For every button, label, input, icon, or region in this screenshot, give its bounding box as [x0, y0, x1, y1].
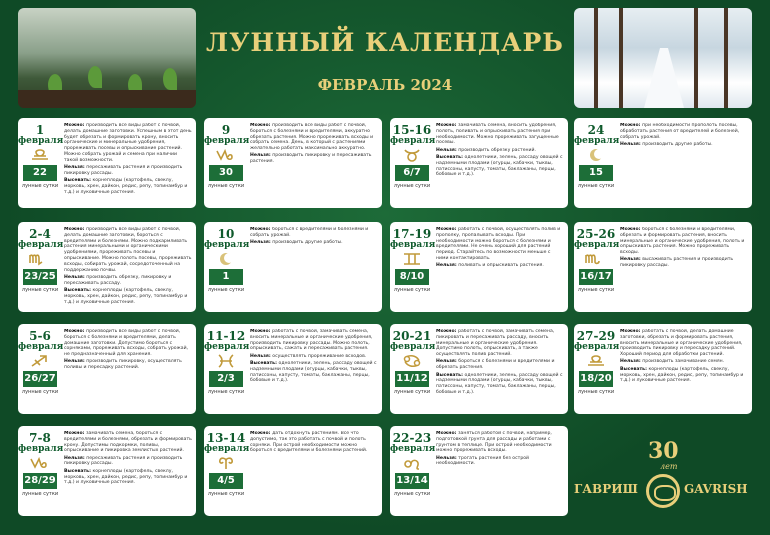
card-date: 24 — [587, 123, 605, 137]
recommendation-key: Можно: — [64, 123, 87, 128]
recommendation-text: пересаживать растения и производить пикировку рассады. — [64, 455, 183, 467]
card-description — [250, 227, 378, 309]
libra-sign-icon — [28, 148, 52, 162]
day-card — [18, 118, 196, 208]
recommendation-key: Нельзя: — [64, 165, 87, 171]
card-month: февраля — [18, 342, 64, 352]
card-month: февраля — [18, 136, 64, 146]
day-card — [390, 426, 568, 516]
card-date: 15-16 — [392, 123, 432, 137]
day-card-header — [204, 118, 248, 208]
recommendation-row — [436, 155, 564, 178]
recommendation-text: корнеплоды (картофель, свеклу, морковь, хрен, дайкон, редис, репу, топинамбур и т.д.) и луковичные растения. — [620, 366, 744, 384]
lunar-day-badge: 22 — [23, 165, 57, 181]
recommendation-key: Нельзя: — [250, 353, 273, 359]
lunar-day-label: лунные сутки — [577, 389, 615, 395]
recommendation-text: поливать и опрыскивать растения. — [458, 263, 544, 269]
card-description — [64, 227, 192, 309]
day-card — [390, 324, 568, 414]
page-subtitle: ФЕВРАЛЬ 2024 — [317, 76, 453, 94]
cancer-sign-icon — [400, 354, 424, 368]
recommendation-key: Можно: — [436, 431, 459, 436]
recommendation-key: Можно: — [620, 227, 643, 232]
scorpio-sign-icon — [28, 252, 52, 266]
recommendation-row — [64, 431, 192, 454]
card-description — [620, 123, 748, 205]
recommendation-key: Можно: — [436, 123, 459, 128]
recommendation-text: дать отдохнуть растениям. Все что допустимо, так это работать с почвой и полоть сорняки. При острой необходимости можно бороться с вредителями и болезнями растений. — [250, 431, 368, 454]
card-month: февраля — [574, 136, 620, 146]
recommendation-key: Можно: — [620, 123, 643, 128]
recommendation-text: производить другие работы. — [642, 141, 713, 147]
recommendation-text: осуществлять прореживание всходов. — [272, 353, 367, 359]
day-card-header — [18, 118, 62, 208]
recommendation-text: производить другие работы. — [272, 240, 343, 246]
day-card — [18, 324, 196, 414]
recommendation-row — [436, 263, 564, 269]
card-description — [250, 431, 378, 513]
lunar-day-label: лунные сутки — [21, 287, 59, 293]
recommendation-row — [620, 227, 748, 256]
card-month: февраля — [390, 136, 436, 146]
recommendation-key: Можно: — [64, 329, 87, 334]
page-title: ЛУННЫЙ КАЛЕНДАРЬ — [206, 28, 564, 57]
logo-name-ru: ГАВРИШ — [574, 482, 638, 496]
recommendation-text: работать с почвой, замачивать семена, пикировать и пересаживать рассаду, вносить минеральные и органические удобрения. Допустимо полоть, опрыскивать, а также осуществлять полив растений. — [436, 329, 555, 358]
recommendation-text: бороться с болезнями и вредителями и обрезать растения. — [436, 359, 555, 371]
recommendation-text: однолетники, зелень, рассаду овощей с надземными плодами (огурцы, кабачки, тыквы, патиссоны, капусту, томаты, баклажаны, перцы, бобовые и т.д.). — [436, 372, 563, 395]
card-description — [64, 123, 192, 205]
recommendation-text: заняться работой с почвой, например, подготовкой грунта для рассады и работами с грунтом в теплице. При острой необходимости можно прореживать всходы. — [436, 431, 552, 454]
lunar-day-label: лунные сутки — [207, 389, 245, 395]
card-date: 2-4 — [29, 227, 51, 241]
recommendation-row — [436, 373, 564, 396]
lunar-day-badge: 30 — [209, 165, 243, 181]
day-card-header — [204, 426, 248, 516]
recommendation-text: бороться с болезнями и вредителями, обрезать и формировать растения, вносить минеральные и органические удобрения, полоть и опрыскивать растения. Можно прореживать всходы. — [620, 227, 745, 256]
recommendation-text: работать с почвой, замачивать семена, вносить минеральные и органические удобрения, производить пикировку рассады. Можно полоть, опрыскивать, сажать и пересаживать растения. — [250, 329, 373, 352]
pisces-sign-icon — [214, 354, 238, 368]
recommendation-key: Нельзя: — [620, 141, 643, 147]
day-card — [18, 426, 196, 516]
recommendation-row — [436, 431, 564, 454]
recommendation-row — [250, 153, 378, 165]
day-card-header — [18, 222, 62, 312]
recommendation-text: однолетники, зелень, рассаду овощей с надземными плодами (огурцы, кабачки, тыквы, патиссоны, капусту, томаты, баклажаны, перцы, бобовые и т.д.). — [250, 360, 377, 384]
recommendation-key: Нельзя: — [250, 153, 273, 159]
lunar-day-badge: 23/25 — [23, 269, 57, 285]
card-description — [436, 123, 564, 205]
recommendation-key: Высевать: — [620, 366, 649, 372]
day-card-header — [204, 222, 248, 312]
day-card — [204, 324, 382, 414]
recommendation-text: корнеплоды (картофель, свеклу, морковь, хрен, дайкон, редис, репу, топинамбур и т.д.) и луковичные растения. — [64, 287, 188, 305]
card-month: февраля — [574, 240, 620, 250]
day-card — [204, 222, 382, 312]
recommendation-key: Высевать: — [64, 468, 93, 474]
recommendation-row — [250, 329, 378, 352]
recommendation-row — [250, 354, 378, 360]
recommendation-row — [620, 257, 748, 269]
recommendation-key: Можно: — [250, 227, 273, 232]
day-card-header — [390, 324, 434, 414]
recommendation-text: корнеплоды (картофель, свеклу, морковь, хрен, дайкон, редис, репу, топинамбур и т.д.) и луковичные растения. — [64, 468, 188, 486]
recommendation-text: корнеплоды (картофель, свеклу, морковь, хрен, дайкон, редис, репу, топинамбур и т.д.) и луковичные растения. — [64, 178, 188, 195]
day-card-header — [574, 222, 618, 312]
recommendation-row — [620, 329, 748, 358]
day-card-header — [18, 426, 62, 516]
recommendation-row — [64, 288, 192, 305]
recommendation-row — [436, 148, 564, 154]
card-date: 22-23 — [392, 431, 432, 445]
day-card-header — [390, 222, 434, 312]
card-date: 7-8 — [29, 431, 51, 445]
logo-age: 30 — [648, 438, 679, 464]
recommendation-key: Можно: — [64, 431, 87, 436]
lunar-day-badge: 28/29 — [23, 473, 57, 489]
recommendation-text: производить все виды работ с почвой, делать домашние заготовки, бороться с вредителями и болезнями. Можно подкармливать растения минеральными и органическими удобрениями, прореживать посевы и опрыскивание. Можно полоть посевы, прореживать всходы, собирать урожай, сосредоточенный на поддержанию почвы. — [64, 227, 192, 273]
recommendation-text: трогать растения без острой необходимости. — [436, 455, 530, 467]
recommendation-key: Нельзя: — [64, 274, 87, 280]
recommendation-text: замачивать семена, бороться с вредителями и болезнями, обрезать и формировать крону. Допустимы подкормки, поливы, опрыскивание и пикировка землистых растений. — [64, 431, 192, 454]
card-description — [250, 123, 378, 205]
day-card-header — [18, 324, 62, 414]
recommendation-text: высаживать растения и производить пикировку рассады. — [620, 257, 734, 269]
lunar-day-label: лунные сутки — [21, 389, 59, 395]
recommendation-row — [250, 227, 378, 239]
recommendation-text: производить обрезку, пикировку и пересаживать рассаду. — [64, 274, 172, 286]
day-card — [390, 118, 568, 208]
card-date: 20-21 — [392, 329, 432, 343]
recommendation-row — [436, 456, 564, 468]
card-date: 25-26 — [576, 227, 616, 241]
card-date: 11-12 — [206, 329, 246, 343]
card-month: февраля — [390, 444, 436, 454]
card-date: 17-19 — [392, 227, 432, 241]
recommendation-key: Нельзя: — [620, 257, 643, 263]
lunar-day-label: лунные сутки — [207, 183, 245, 189]
recommendation-key: Высевать: — [64, 287, 93, 293]
leo-sign-icon — [400, 456, 424, 470]
recommendation-row — [620, 142, 748, 148]
day-card-header — [574, 118, 618, 208]
day-card — [574, 222, 752, 312]
card-date: 10 — [217, 227, 235, 241]
card-date: 9 — [221, 123, 231, 137]
day-card — [204, 118, 382, 208]
card-month: февраля — [204, 444, 250, 454]
recommendation-key: Можно: — [250, 431, 273, 436]
card-date: 27-29 — [576, 329, 616, 343]
capricorn-sign-icon — [214, 148, 238, 162]
lunar-day-label: лунные сутки — [577, 287, 615, 293]
lunar-day-label: лунные сутки — [577, 183, 615, 189]
recommendation-text: производить обрезку растений. — [458, 147, 536, 153]
recommendation-row — [64, 456, 192, 468]
recommendation-text: работать с почвой, осуществлять полив и прополку, пропалывать всходы. При необходимости можно бороться с болезнями и вредителями. Не очень хороший для растений период. Старайтесь по возможности меньше с ними контактировать. — [436, 227, 561, 261]
taurus-sign-icon — [400, 148, 424, 162]
card-description — [436, 431, 564, 513]
card-description — [620, 329, 748, 411]
recommendation-text: производить все виды работ с почвой, бороться с болезнями и вредителями, делать домашние заготовки. Допустимо бороться с сорняками, прореживать всходы, собрать урожай, не предназначенный для хранения. — [64, 329, 189, 358]
lunar-day-badge: 18/20 — [579, 371, 613, 387]
recommendation-key: Можно: — [250, 123, 273, 128]
recommendation-row — [250, 361, 378, 384]
recommendation-row — [250, 431, 378, 454]
lunar-day-label: лунные сутки — [393, 183, 431, 189]
card-month: февраля — [204, 342, 250, 352]
card-date: 13-14 — [206, 431, 246, 445]
card-description — [436, 329, 564, 411]
capricorn-sign-icon — [28, 456, 52, 470]
recommendation-key: Нельзя: — [436, 359, 459, 365]
card-month: февраля — [204, 136, 250, 146]
lunar-day-label: лунные сутки — [393, 389, 431, 395]
seedlings-photo — [18, 8, 196, 108]
libra-sign-icon — [584, 354, 608, 368]
lunar-day-label: лунные сутки — [393, 491, 431, 497]
recommendation-key: Можно: — [250, 329, 273, 334]
recommendation-row — [250, 123, 378, 152]
recommendation-key: Высевать: — [250, 360, 279, 366]
sagittarius-sign-icon — [28, 354, 52, 368]
logo-name-en: GAVRISH — [684, 482, 748, 496]
recommendation-text: замачивать семена, вносить удобрения, полоть, поливать и опрыскивать растения при необходимости. Можно прореживать загущенные посевы. — [436, 123, 559, 146]
recommendation-row — [64, 359, 192, 371]
lunar-day-label: лунные сутки — [21, 491, 59, 497]
lunar-day-badge: 13/14 — [395, 473, 429, 489]
recommendation-row — [64, 123, 192, 164]
card-description — [620, 227, 748, 309]
recommendation-row — [250, 240, 378, 246]
virgo-sign-icon — [584, 252, 608, 266]
card-month: февраля — [18, 444, 64, 454]
day-card-header — [390, 118, 434, 208]
aries-sign-icon — [214, 456, 238, 470]
card-month: февраля — [574, 342, 620, 352]
card-month: февраля — [390, 240, 436, 250]
card-month: февраля — [204, 240, 250, 250]
recommendation-key: Нельзя: — [64, 455, 87, 461]
recommendation-key: Нельзя: — [436, 147, 459, 153]
recommendation-row — [436, 227, 564, 262]
card-month: февраля — [18, 240, 64, 250]
card-date: 5-6 — [29, 329, 51, 343]
recommendation-text: производить пикировку, осуществлять поливы и пересадку растений. — [64, 359, 182, 371]
recommendation-text: бороться с вредителями и болезнями и собрать урожай. — [250, 227, 369, 238]
gavrish-logo — [574, 434, 752, 524]
logo-emblem-icon — [646, 474, 680, 508]
recommendation-text: производить пикировку и пересаживать растения. — [250, 153, 372, 165]
recommendation-text: при необходимости прополоть посевы, обработать растения от вредителей и болезней, собрать урожай. — [620, 123, 740, 140]
recommendation-key: Высевать: — [64, 178, 93, 184]
recommendation-key: Можно: — [436, 329, 459, 334]
moon-sign-icon — [214, 252, 238, 266]
recommendation-text: производить все виды работ с почвой, делать домашние заготовки. Успешным в этот день будет обрезать и формировать крону, вносить органические и минеральные удобрения, прореживать посевы и опрыскивание растений. Можно собрать урожай и семена при наличии такой возможности. — [64, 123, 192, 163]
day-card — [574, 118, 752, 208]
recommendation-text: пересаживать растения и производить пикировку рассады. — [64, 165, 183, 176]
recommendation-key: Можно: — [620, 329, 643, 334]
lunar-day-label: лунные сутки — [393, 287, 431, 293]
day-card — [204, 426, 382, 516]
card-description — [436, 227, 564, 309]
recommendation-row — [436, 123, 564, 146]
recommendation-text: однолетники, зелень, рассаду овощей с надземными плодами (огурцы, кабачки, тыквы, патиссоны, капусту, томаты, баклажаны, перцы, бобовые и т.д.). — [436, 154, 563, 178]
recommendation-row — [620, 123, 748, 140]
lunar-day-badge: 15 — [579, 165, 613, 181]
recommendation-key: Можно: — [64, 227, 87, 232]
lunar-day-label: лунные сутки — [207, 287, 245, 293]
lunar-day-badge: 16/17 — [579, 269, 613, 285]
recommendation-key: Нельзя: — [436, 455, 459, 461]
lunar-day-badge: 6/7 — [395, 165, 429, 181]
card-date: 1 — [35, 123, 45, 137]
day-card-header — [574, 324, 618, 414]
day-card-header — [204, 324, 248, 414]
card-description — [64, 329, 192, 411]
recommendation-key: Высевать: — [436, 372, 465, 378]
card-description — [250, 329, 378, 411]
day-card — [574, 324, 752, 414]
lunar-day-badge: 1 — [209, 269, 243, 285]
lunar-day-badge: 8/10 — [395, 269, 429, 285]
recommendation-row — [620, 359, 748, 365]
lunar-day-badge: 11/12 — [395, 371, 429, 387]
recommendation-key: Нельзя: — [250, 240, 273, 246]
card-description — [64, 431, 192, 513]
lunar-day-badge: 4/5 — [209, 473, 243, 489]
moon-sign-icon — [584, 148, 608, 162]
winter-forest-photo — [574, 8, 752, 108]
recommendation-key: Нельзя: — [436, 263, 459, 269]
recommendation-key: Нельзя: — [64, 359, 87, 365]
recommendation-row — [64, 275, 192, 287]
recommendation-text: производить замачивание семян. — [642, 359, 725, 365]
recommendation-key: Можно: — [436, 227, 459, 232]
card-month: февраля — [390, 342, 436, 352]
lunar-day-badge: 26/27 — [23, 371, 57, 387]
recommendation-row — [64, 227, 192, 273]
recommendation-text: производить все виды работ с почвой, бороться с болезнями и вредителями, аккуратно обрезать растения. Можно прореживать всходы и собрать семена. День, в который с растениями желательно работать максимально аккуратно. — [250, 123, 374, 152]
lunar-day-badge: 2/3 — [209, 371, 243, 387]
recommendation-row — [64, 165, 192, 177]
recommendation-row — [620, 367, 748, 384]
day-card — [18, 222, 196, 312]
recommendation-key: Высевать: — [436, 154, 465, 160]
recommendation-key: Нельзя: — [620, 359, 643, 365]
recommendation-row — [436, 329, 564, 358]
day-card-header — [390, 426, 434, 516]
lunar-day-label: лунные сутки — [21, 183, 59, 189]
recommendation-row — [64, 329, 192, 358]
recommendation-row — [64, 469, 192, 486]
gemini-sign-icon — [400, 252, 424, 266]
lunar-day-label: лунные сутки — [207, 491, 245, 497]
day-card — [390, 222, 568, 312]
logo-age-unit: лет — [660, 462, 678, 471]
recommendation-row — [436, 359, 564, 371]
recommendation-row — [64, 178, 192, 195]
recommendation-text: работать с почвой, делать домашние заготовки, обрезать и формировать растения, вносить минеральные и органические удобрения, производить пикировку и пересадку растений. Хороший период для обработки растений. — [620, 329, 743, 358]
